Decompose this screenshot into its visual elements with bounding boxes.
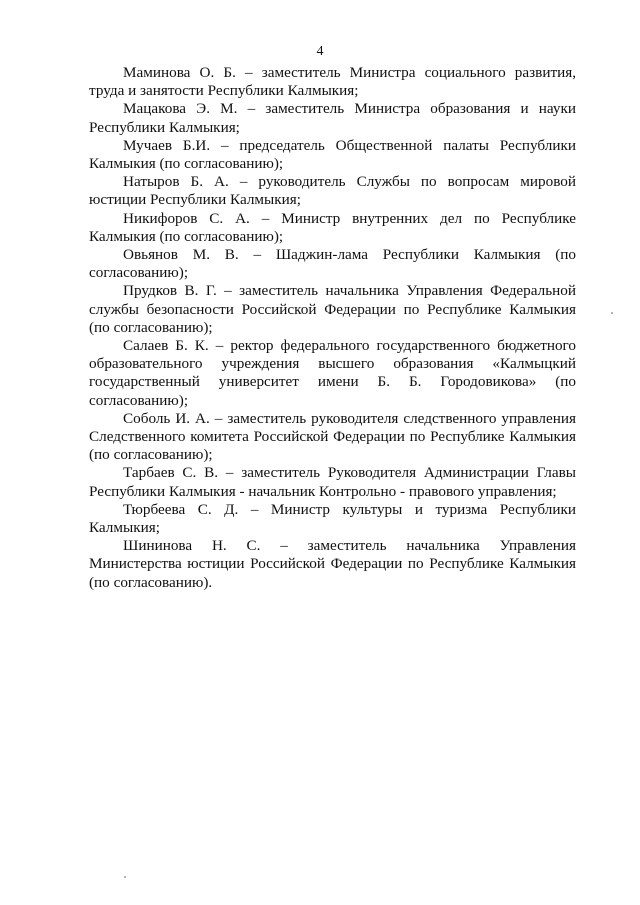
- list-item: Шининова Н. С. – заместитель начальника Управления Министерства юстиции Российской Федерации по Республике Калмыкия (по согласованию).: [89, 537, 576, 591]
- list-item: Никифоров С. А. – Министр внутренних дел по Республике Калмыкия (по согласованию);: [89, 209, 576, 245]
- list-item: Соболь И. А. – заместитель руководителя следственного управления Следственного комитета Российской Федерации по Республике Калмыкия (по согласованию);: [89, 409, 576, 464]
- list-item: Овьянов М. В. – Шаджин-лама Республики Калмыкия (по согласованию);: [89, 246, 576, 282]
- member-list: [89, 64, 576, 592]
- scan-speck: [611, 312, 613, 314]
- list-item: Мучаев Б.И. – председатель Общественной палаты Республики Калмыкия (по согласованию);: [89, 136, 576, 173]
- list-item: Салаев Б. К. – ректор федерального государственного бюджетного образовательного учреждения высшего образования «Калмыцкий государственный университет имени Б. Б. Городовикова» (по согласованию);: [89, 337, 576, 409]
- page-number: 4: [316, 44, 324, 59]
- list-item: Тюрбеева С. Д. – Министр культуры и туризма Республики Калмыкия;: [89, 500, 576, 537]
- list-item: Прудков В. Г. – заместитель начальника Управления Федеральной службы безопасности Российской Федерации по Республике Калмыкия (по согласованию);: [89, 282, 576, 336]
- list-item: Маминова О. Б. – заместитель Министра социального развития, труда и занятости Республики Калмыкия;: [89, 64, 576, 100]
- list-item: Тарбаев С. В. – заместитель Руководителя Администрации Главы Республики Калмыкия - начальник Контрольно - правового управления;: [89, 464, 576, 500]
- list-item: Мацакова Э. М. – заместитель Министра образования и науки Республики Калмыкия;: [89, 100, 576, 136]
- list-item: Натыров Б. А. – руководитель Службы по вопросам мировой юстиции Республики Калмыкия;: [89, 173, 576, 209]
- scan-speck: [124, 876, 126, 878]
